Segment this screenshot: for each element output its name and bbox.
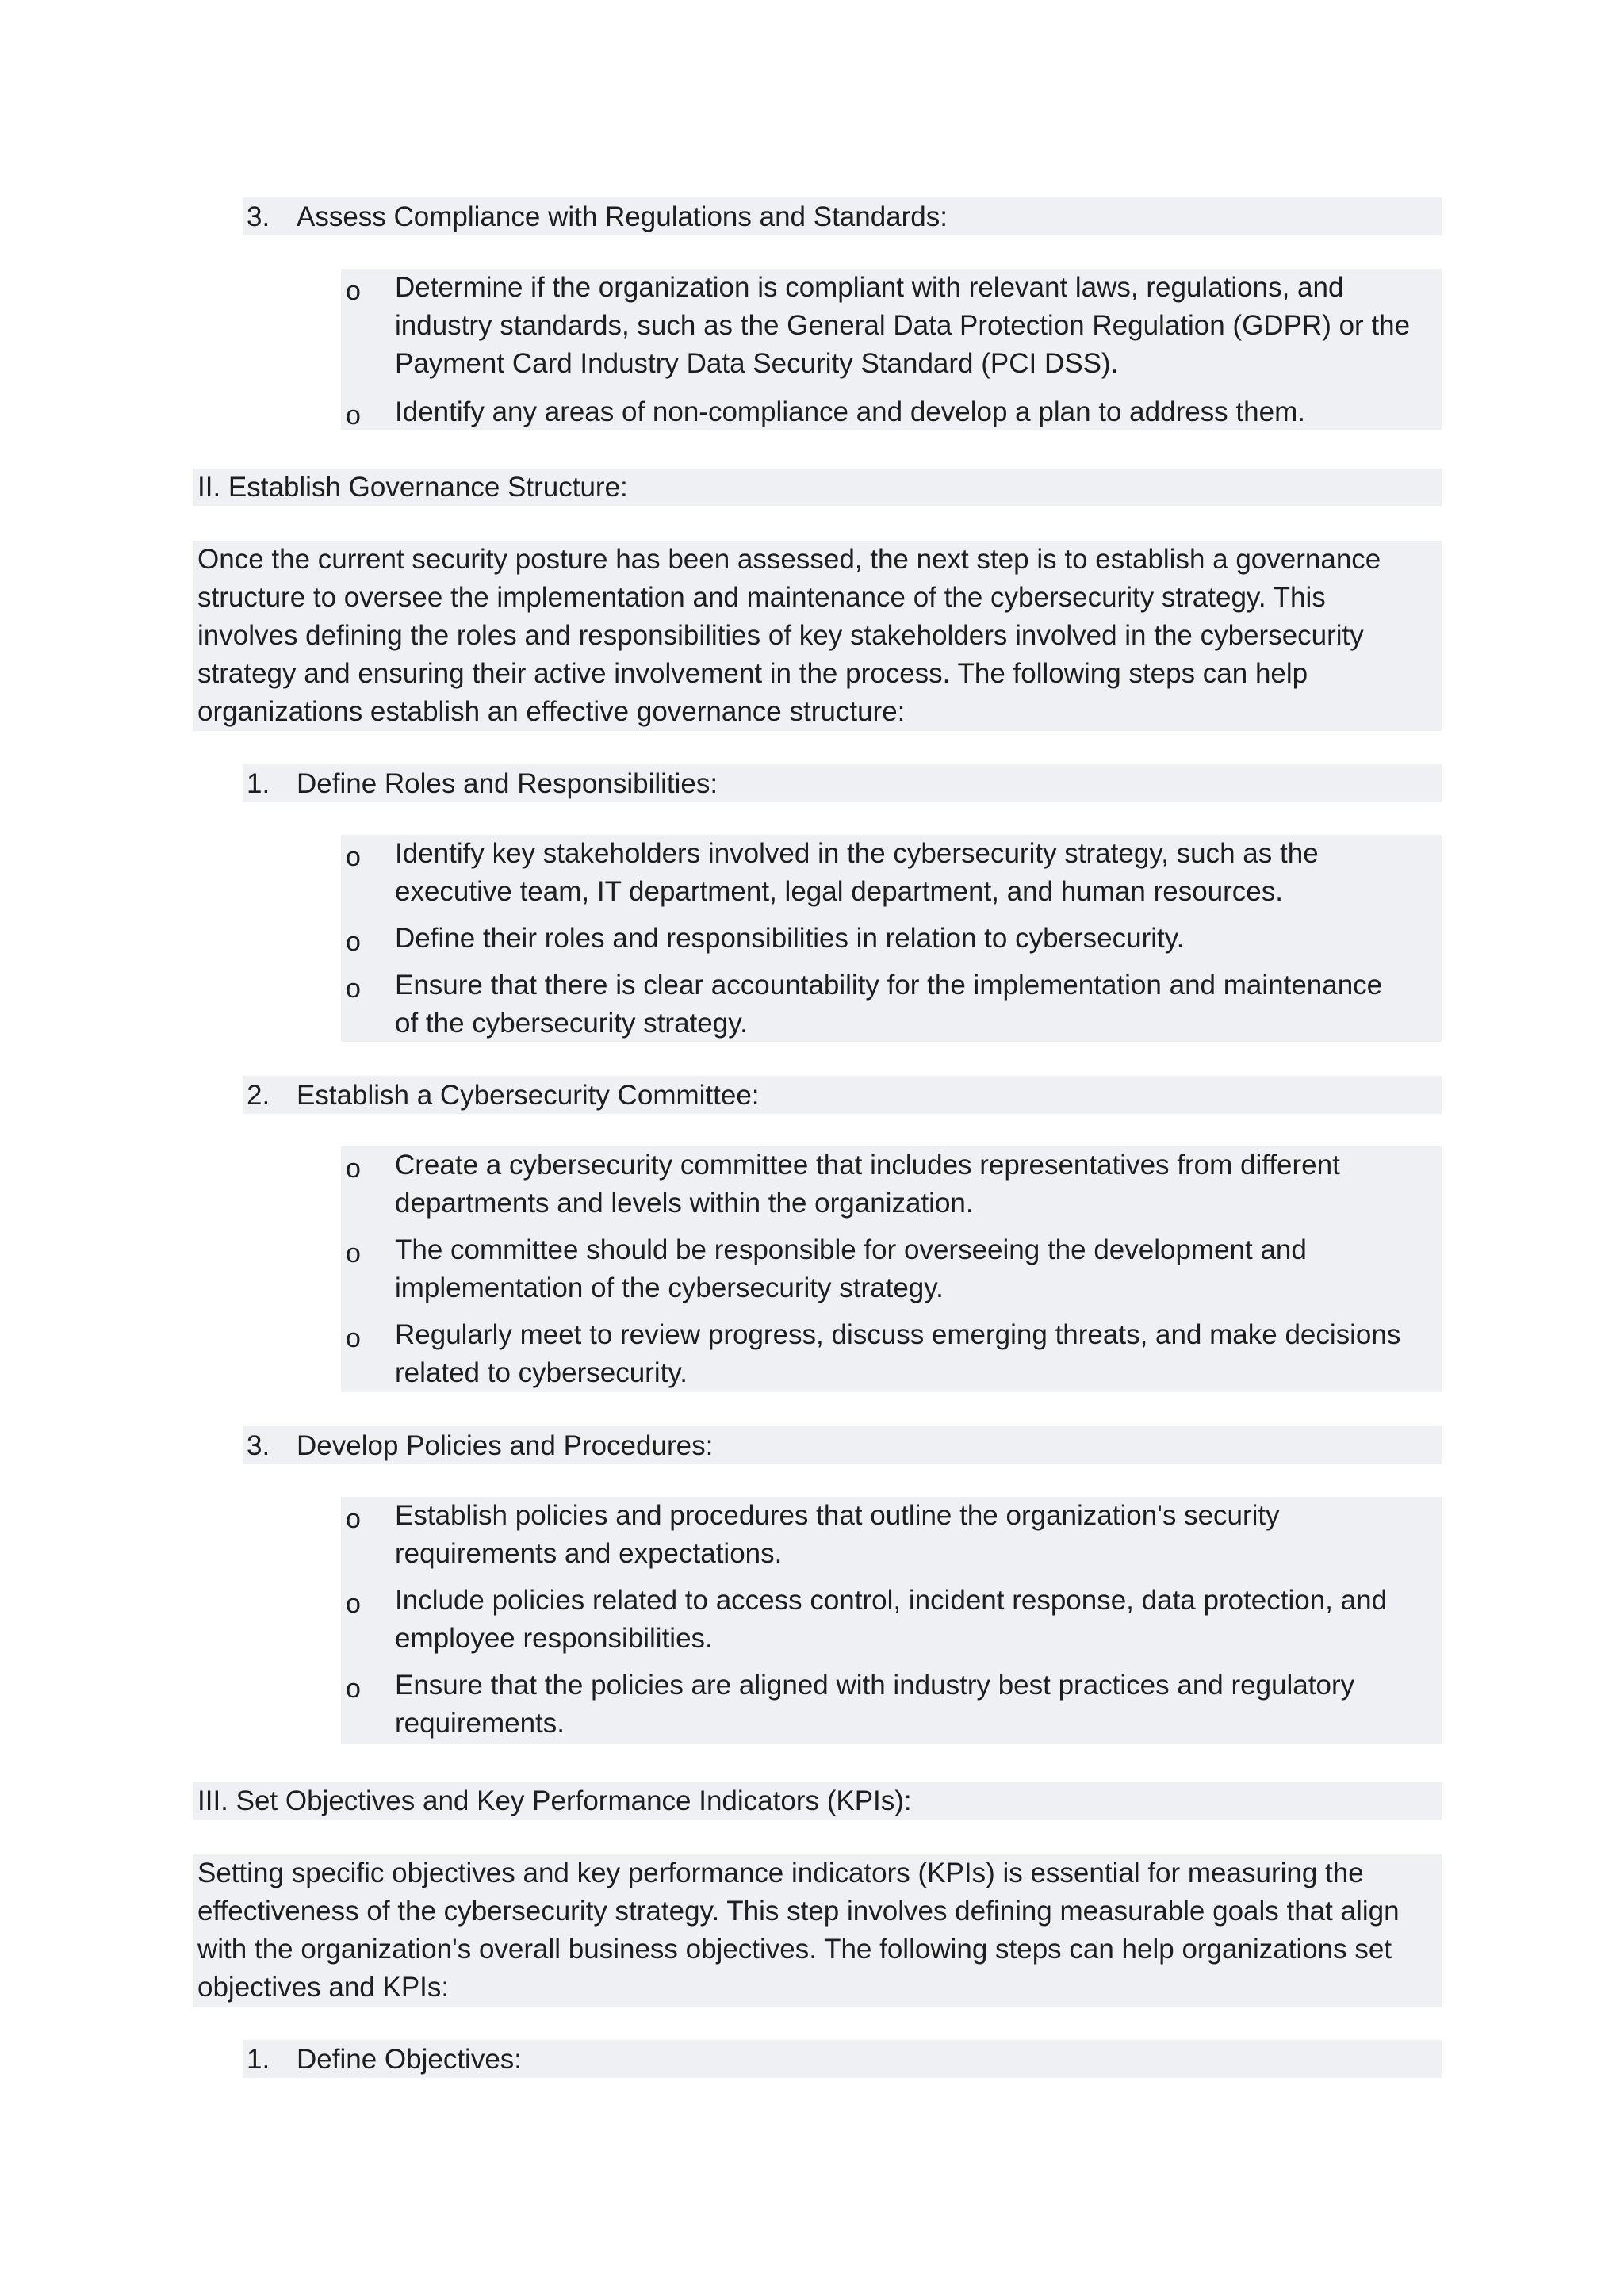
bullet-marker: o xyxy=(346,974,361,1004)
bullet-text: Payment Card Industry Data Security Standard (PCI DSS). xyxy=(395,348,1119,379)
paragraph-line: Setting specific objectives and key performance indicators (KPIs) is essential for measuring the xyxy=(197,1858,1364,1888)
list-number: 1. xyxy=(247,2044,270,2075)
bullet-marker: o xyxy=(346,276,361,306)
bullet-marker: o xyxy=(346,400,361,430)
list-item-title: Define Roles and Responsibilities: xyxy=(297,768,718,799)
bullet-text: Ensure that the policies are aligned with industry best practices and regulatory xyxy=(395,1670,1355,1701)
bullet-marker: o xyxy=(346,1504,361,1534)
bullet-text: Define their roles and responsibilities in relation to cybersecurity. xyxy=(395,923,1185,954)
list-item-title: Establish a Cybersecurity Committee: xyxy=(297,1080,760,1111)
bullet-text: industry standards, such as the General Data Protection Regulation (GDPR) or the xyxy=(395,310,1411,341)
paragraph-line: organizations establish an effective governance structure: xyxy=(197,696,906,727)
list-item-title: Define Objectives: xyxy=(297,2044,523,2075)
paragraph-line: effectiveness of the cybersecurity strategy. This step involves defining measurable goals that align xyxy=(197,1896,1400,1927)
bullet-text: of the cybersecurity strategy. xyxy=(395,1008,748,1039)
section-heading: II. Establish Governance Structure: xyxy=(197,472,628,503)
list-number: 3. xyxy=(247,1430,270,1461)
bullet-text: Create a cybersecurity committee that includes representatives from different xyxy=(395,1150,1340,1181)
paragraph-line: strategy and ensuring their active involvement in the process. The following steps can help xyxy=(197,658,1308,689)
bullet-text: Determine if the organization is compliant with relevant laws, regulations, and xyxy=(395,272,1344,303)
paragraph-line: objectives and KPIs: xyxy=(197,1972,450,2003)
bullet-text: Ensure that there is clear accountability for the implementation and maintenance xyxy=(395,970,1383,1001)
paragraph-line: involves defining the roles and responsibilities of key stakeholders involved in the cybersecurity xyxy=(197,620,1364,651)
bullet-marker: o xyxy=(346,1323,361,1353)
section-heading: III. Set Objectives and Key Performance Indicators (KPIs): xyxy=(197,1785,912,1816)
bullet-marker: o xyxy=(346,1154,361,1184)
bullet-text: requirements and expectations. xyxy=(395,1538,783,1569)
bullet-text: Identify key stakeholders involved in the cybersecurity strategy, such as the xyxy=(395,838,1319,869)
list-item-title: Assess Compliance with Regulations and Standards: xyxy=(297,201,948,232)
bullet-text: departments and levels within the organization. xyxy=(395,1188,974,1219)
bullet-text: Regularly meet to review progress, discuss emerging threats, and make decisions xyxy=(395,1319,1401,1350)
bullet-marker: o xyxy=(346,842,361,872)
bullet-text: related to cybersecurity. xyxy=(395,1357,688,1388)
bullet-text: employee responsibilities. xyxy=(395,1623,713,1654)
bullet-marker: o xyxy=(346,1674,361,1704)
bullet-text: Identify any areas of non-compliance and develop a plan to address them. xyxy=(395,396,1305,427)
list-number: 1. xyxy=(247,768,270,799)
bullet-text: Establish policies and procedures that outline the organization's security xyxy=(395,1500,1280,1531)
paragraph-line: structure to oversee the implementation and maintenance of the cybersecurity strategy. This xyxy=(197,582,1326,613)
bullet-marker: o xyxy=(346,1238,361,1269)
list-number: 3. xyxy=(247,201,270,232)
bullet-marker: o xyxy=(346,927,361,957)
bullet-marker: o xyxy=(346,1589,361,1619)
list-number: 2. xyxy=(247,1080,270,1111)
bullet-text: executive team, IT department, legal department, and human resources. xyxy=(395,876,1283,907)
bullet-text: The committee should be responsible for overseeing the development and xyxy=(395,1234,1307,1265)
bullet-text: Include policies related to access control, incident response, data protection, and xyxy=(395,1585,1388,1616)
list-item-title: Develop Policies and Procedures: xyxy=(297,1430,714,1461)
bullet-text: implementation of the cybersecurity strategy. xyxy=(395,1272,944,1303)
paragraph-line: with the organization's overall business objectives. The following steps can help organizations set xyxy=(197,1934,1392,1965)
paragraph-line: Once the current security posture has been assessed, the next step is to establish a governance xyxy=(197,544,1381,575)
bullet-text: requirements. xyxy=(395,1708,565,1739)
